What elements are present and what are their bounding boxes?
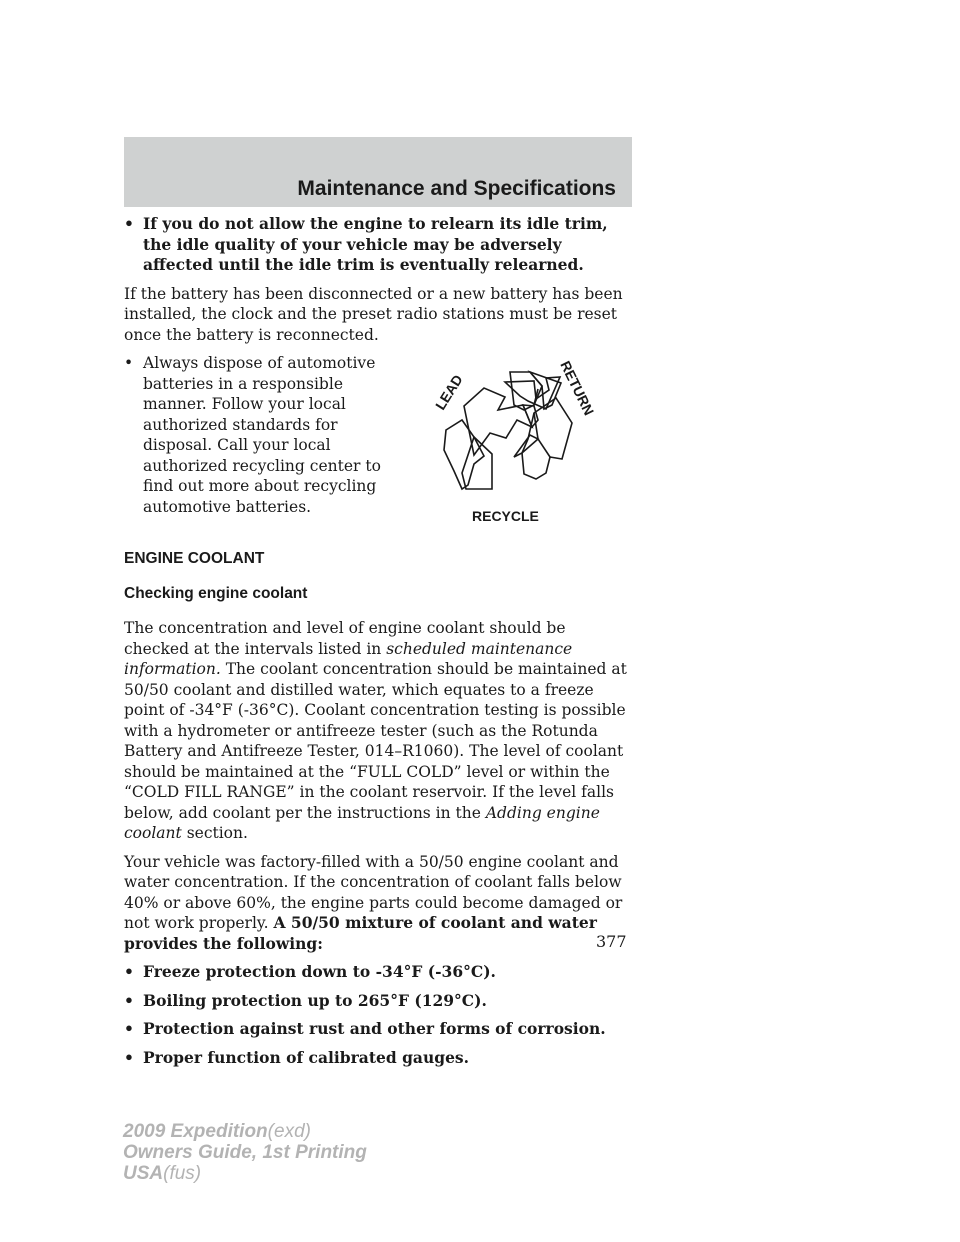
list-item (124, 962, 634, 983)
page-number: 377 (596, 932, 627, 951)
recycling-section (124, 353, 634, 535)
factory-fill-paragraph (124, 852, 634, 955)
document-footer (123, 1121, 367, 1184)
section-title: Maintenance and Specifications (297, 177, 616, 200)
dispose-text: Always dispose of automotive batteries in a responsible manner. Follow your local authorized standards for disposal. Call your local authorized recycling center to find out more about recycling automotive batteries. (143, 354, 381, 516)
scheduled-maintenance-link[interactable]: scheduled maintenance information. (124, 639, 573, 678)
coolant-check-text-a: The concentration and level of engine coolant should be checked at the intervals listed in (124, 619, 566, 658)
benefits-list (124, 962, 634, 1068)
benefit-text: Boiling protection up to 265°F (129°C). (143, 990, 487, 1010)
logo-recycle-label: RECYCLE (472, 508, 539, 524)
section-heading: ENGINE COOLANT (124, 550, 265, 567)
footer-market-code: (fus) (163, 1163, 202, 1184)
adding-coolant-link[interactable]: Adding engine coolant (124, 803, 600, 842)
factory-fill-text: Your vehicle was factory-filled with a 50/50 engine coolant and water concentration. If the concentration of coolant falls below 40% or above 60%, the engine parts could become damaged or not work properly. (124, 852, 623, 932)
benefit-text: Freeze protection down to -34°F (-36°C). (143, 962, 496, 981)
bullet-dot: • (124, 962, 134, 981)
benefit-text: Proper function of calibrated gauges. (143, 1047, 470, 1067)
sub-heading: Checking engine coolant (124, 584, 308, 602)
coolant-check-text-b: The coolant concentration should be maintained at 50/50 coolant and distilled water, which equates to a freeze point of -34°F (-36°C). Coolant concentration testing is possible with a hydrometer or antifreeze tester (such as the Rotunda Battery and Antifreeze Tester, 014–R1060). The level of coolant should be maintained at the “FULL COLD” level or within the “COLD FILL RANGE” in the coolant reservoir. If the level falls below, add coolant per the instructions in the (124, 660, 627, 822)
footer-line-2: Owners Guide, 1st Printing (123, 1142, 367, 1163)
coolant-check-paragraph (124, 618, 634, 844)
bullet-dot: • (124, 214, 134, 233)
bullet-dot: • (124, 1019, 134, 1038)
dispose-bullet (124, 353, 393, 517)
lead-recycle-logo-icon (410, 353, 610, 535)
footer-line-1 (123, 1121, 367, 1142)
coolant-check-text-c: section. (181, 824, 248, 842)
idle-trim-text: If you do not allow the engine to relearn its idle trim, the idle quality of your vehicle may be adversely affected until the idle trim is eventually relearned. (143, 214, 608, 274)
section-header-band (124, 137, 632, 207)
benefit-text: Protection against rust and other forms of corrosion. (143, 1019, 606, 1038)
battery-reset-paragraph: If the battery has been disconnected or a new battery has been installed, the clock and the preset radio stations must be reset once the battery is reconnected. (124, 284, 623, 344)
bullet-dot: • (124, 990, 134, 1010)
list-item (124, 991, 634, 1012)
idle-trim-bullet (124, 214, 634, 276)
mixture-benefits-intro: A 50/50 mixture of coolant and water provides the following: (124, 913, 597, 953)
footer-market: USA (123, 1163, 164, 1184)
footer-model-code: (exd) (267, 1121, 311, 1142)
list-item (124, 1019, 634, 1040)
bullet-dot: • (124, 1047, 134, 1067)
list-item (124, 1048, 634, 1069)
logo-return-label: RETURN (557, 358, 598, 418)
footer-line-3 (123, 1163, 367, 1184)
page-content (124, 214, 634, 1076)
bullet-dot: • (124, 354, 134, 372)
footer-model: 2009 Expedition (123, 1121, 268, 1142)
logo-lead-label: LEAD (431, 371, 466, 413)
